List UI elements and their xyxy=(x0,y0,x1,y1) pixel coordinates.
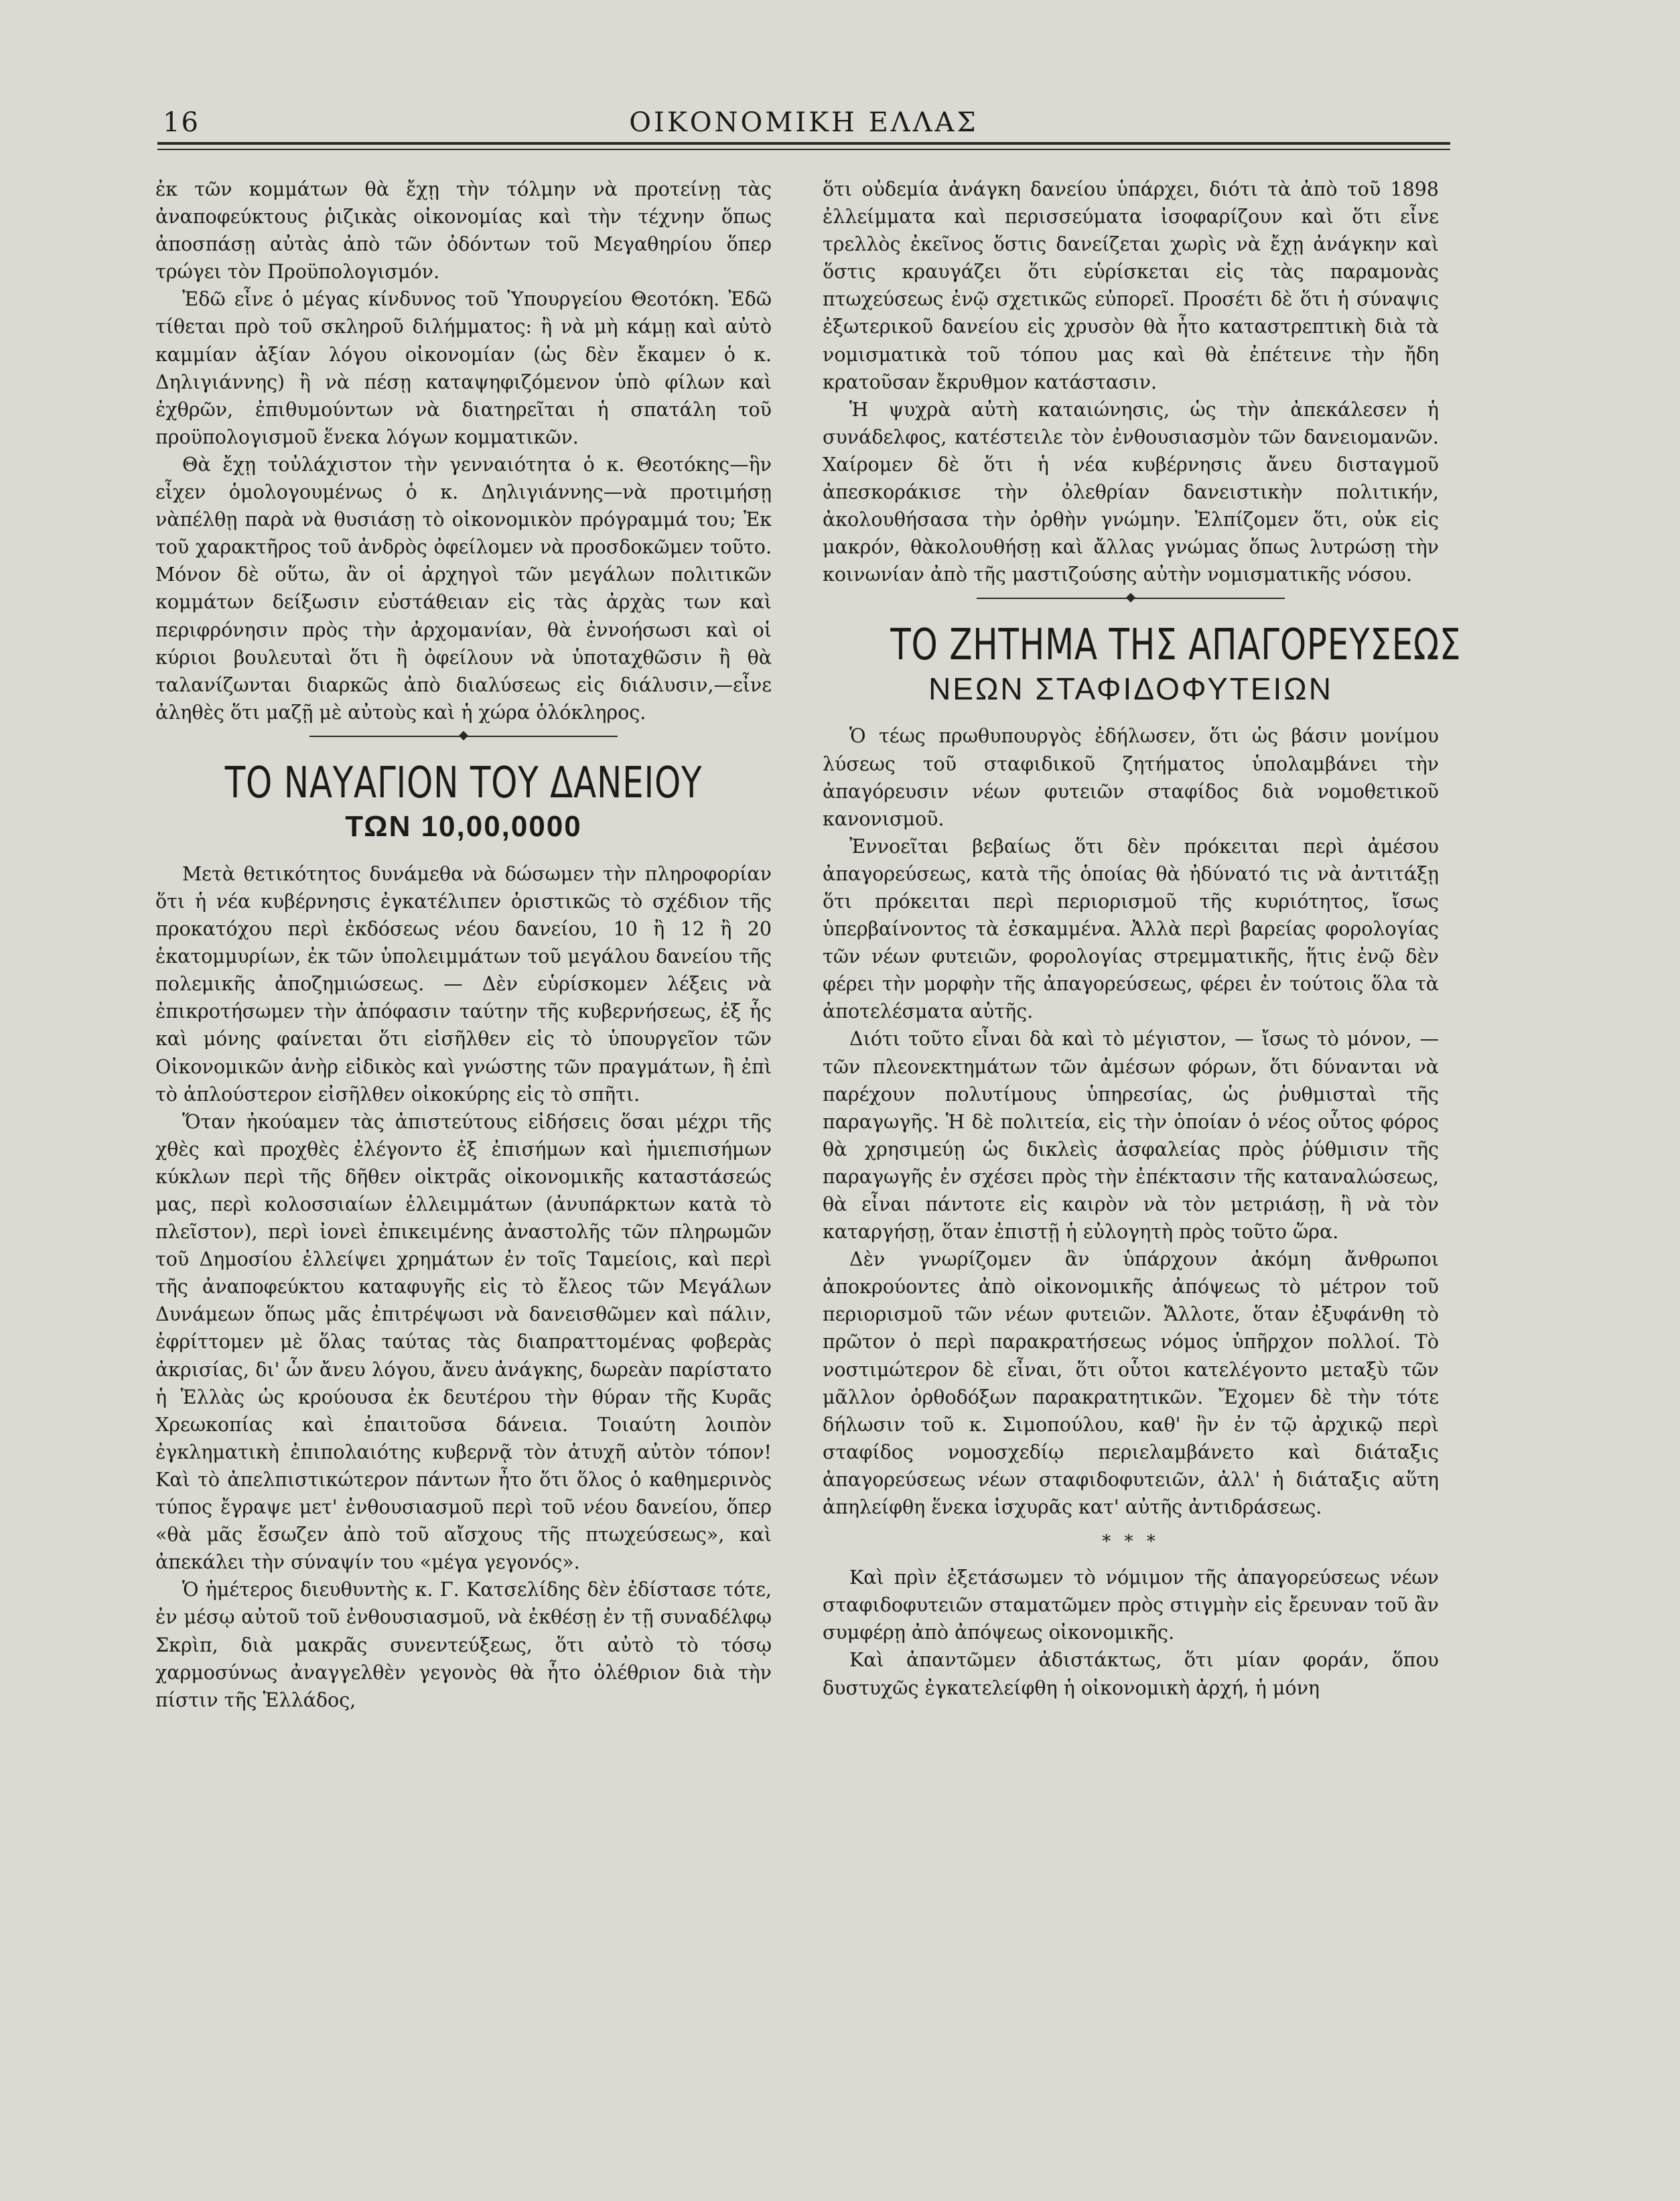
paragraph: Θὰ ἔχῃ τοὐλάχιστον τὴν γενναιότητα ὁ κ. Θεοτόκης—ἣν εἶχεν ὁμολογουμένως ὁ κ. Δηλιγιάννης—νὰ προτιμήσῃ νὰπέλθῃ παρὰ νὰ θυσιάσῃ τὸ οἰκονομικὸν πρόγραμμά του; Ἐκ τοῦ χαρακτῆρος τοῦ ἀνδρὸς ὀφείλομεν νὰ προσδοκῶμεν τοῦτο. Μόνον δὲ οὕτω, ἂν οἱ ἀρχηγοὶ τῶν μεγάλων πολιτικῶν κομμάτων δείξωσιν εὐστάθειαν εἰς τὰς ἀρχὰς των καὶ περιφρόνησιν πρὸς τὴν ἀρχομανίαν, θὰ ἐννοήσωσι καὶ οἱ κύριοι βουλευταὶ ὅτι ἢ ὀφείλουν νὰ ὑποταχθῶσιν ἢ θὰ ταλανίζωνται διαρκῶς ἀπὸ διαλύσεως εἰς διάλυσιν,—εἶνε ἀληθὲς ὅτι μαζῇ μὲ αὐτοὺς καὶ ἡ χώρα ὁλόκληρος. xyxy=(155,453,772,724)
paragraph: ἐκ τῶν κομμάτων θὰ ἔχῃ τὴν τόλμην νὰ προτείνῃ τὰς ἀναποφεύκτους ῥιζικὰς οἰκονομίας καὶ τὴν τέχνην ὅπως ἀποσπάσῃ αὐτὰς ἀπὸ τῶν ὀδόντων τοῦ Μεγαθηρίου ὅπερ τρώγει τὸν Προϋπολογισμόν. xyxy=(155,178,772,283)
paragraph: Ὁ ἡμέτερος διευθυντὴς κ. Γ. Κατσελίδης δὲν ἐδίστασε τότε, ἐν μέσῳ αὐτοῦ τοῦ ἐνθουσιασμοῦ, νὰ ἐκθέσῃ ἐν τῇ συναδέλφῳ Σκρὶπ, διὰ μακρᾶς συνεντεύξεως, ὅτι αὐτὸ τὸ τόσῳ χαρμοσύνως ἀναγγελθὲν γεγονὸς θὰ ἦτο ὀλέθριον διὰ τὴν πίστιν τῆς Ἑλλάδος, xyxy=(155,1579,772,1711)
paragraph: Ἡ ψυχρὰ αὐτὴ καταιώνησις, ὡς τὴν ἀπεκάλεσεν ἡ συνάδελφος, κατέστειλε τὸν ἐνθουσιασμὸν τῶν δανειομανῶν. Χαίρομεν δὲ ὅτι ἡ νέα κυβέρνησις ἄνευ δισταγμοῦ ἀπεσκοράκισε τὴν ὀλεθρίαν δανειστικὴν πολιτικήν, ἀκολουθήσασα τὴν ὀρθὴν γνώμην. Ἐλπίζομεν ὅτι, οὐκ εἰς μακρόν, θὰκολουθήσῃ καὶ ἄλλας γνώμας ὅπως λυτρώσῃ τὴν κοινωνίαν ἀπὸ τῆς μαστιζούσης αὐτὴν νομισματικῆς νόσου. xyxy=(823,398,1439,586)
right-column xyxy=(823,176,1462,1702)
article-subtitle: ΤΩΝ 10,00,0000 xyxy=(345,809,582,843)
journal-title: ΟΙΚΟΝΟΜΙΚΗ ΕΛΛΑΣ xyxy=(629,107,979,138)
paragraph: Δὲν γνωρίζομεν ἂν ὑπάρχουν ἀκόμη ἄνθρωποι ἀποκρούοντες ἀπὸ οἰκονομικῆς ἀπόψεως τὸ μέτρον τοῦ περιορισμοῦ τῶν νέων φυτειῶν. Ἄλλοτε, ὅταν ἐξυφάνθη τὸ πρῶτον ὁ περὶ παρακρατήσεως νόμος ὑπῆρχον πολλοί. Τὸ νοστιμώτερον δὲ εἶναι, ὅτι οὗτοι κατελέγοντο μεταξὺ τῶν μᾶλλον ὀρθοδόξων παρακρατητικῶν. Ἔχομεν δὲ τὴν τότε δήλωσιν τοῦ κ. Σιμοπούλου, καθ' ἣν ἐν τῷ ἀρχικῷ περὶ σταφίδος νομοσχεδίῳ περιελαμβάνετο καὶ διάταξις ἀπαγορεύσεως νέων σταφιδοφυτειῶν, ἀλλ' ἡ διάταξις αὕτη ἀπηλείφθη ἕνεκα ἰσχυρᾶς κατ' αὐτῆς ἀντιδράσεως. xyxy=(823,1248,1439,1519)
page-header xyxy=(157,101,1450,147)
paragraph: Μετὰ θετικότητος δυνάμεθα νὰ δώσωμεν τὴν πληροφορίαν ὅτι ἡ νέα κυβέρνησις ἐγκατέλιπεν ὁριστικῶς τὸ σχέδιον τῆς προκατόχου περὶ ἐκδόσεως νέου δανείου, 10 ἢ 12 ἢ 20 ἑκατομμυρίων, ἐκ τῶν ὑπολειμμάτων τοῦ μεγάλου δανείου τῆς πολεμικῆς ἀποζημιώσεως. — Δὲν εὑρίσκομεν λέξεις νὰ ἐπικροτήσωμεν τὴν ἀπόφασιν ταύτην τῆς κυβερνήσεως, ἐξ ἧς καὶ μόνης φαίνεται ὅτι εἰσῆλθεν εἰς τὸ ὑπουργεῖον τῶν Οἰκονομικῶν ἀνὴρ εἰδικὸς καὶ γνώστης τῶν πραγμάτων, ἢ ἐπὶ τὸ ἁπλούστερον εἰσῆλθεν οἰκοκύρης εἰς τὸ σπῆτι. xyxy=(155,862,772,1106)
paragraph: ὅτι οὐδεμία ἀνάγκη δανείου ὑπάρχει, διότι τὰ ἀπὸ τοῦ 1898 ἐλλείμματα καὶ περισσεύματα ἰσοφαρίζουν καὶ ὅτι εἶνε τρελλὸς ἐκεῖνος ὅστις δανείζεται χωρὶς νὰ ἔχῃ ἀνάγκην καὶ ὅστις κραυγάζει ὅτι εὑρίσκεται εἰς τὰς παραμονὰς πτωχεύσεως ἐνῷ σχετικῶς εὐπορεῖ. Προσέτι δὲ ὅτι ἡ σύναψις ἐξωτερικοῦ δανείου εἰς χρυσὸν θὰ ἦτο καταστρεπτικὴ διὰ τὰ νομισματικὰ τοῦ τόπου μας καὶ θὰ ἐπέτεινε τὴν ἤδη κρατοῦσαν ἔκρυθμον κατάστασιν. xyxy=(823,178,1439,393)
paragraph: Ὁ τέως πρωθυπουργὸς ἐδήλωσεν, ὅτι ὡς βάσιν μονίμου λύσεως τοῦ σταφιδικοῦ ζητήματος ὑπολαμβάνει τὴν ἀπαγόρευσιν νέων φυτειῶν σταφίδος διὰ νομοθετικοῦ κανονισμοῦ. xyxy=(823,725,1439,830)
paragraph: Διότι τοῦτο εἶναι δὰ καὶ τὸ μέγιστον, — ἴσως τὸ μόνον, — τῶν πλεονεκτημάτων τῶν ἀμέσων φόρων, ὅτι δύνανται νὰ παρέχουν πολυτίμους ὑπηρεσίας, ὡς ῥυθμισταὶ τῆς παραγωγῆς. Ἡ δὲ πολιτεία, εἰς τὴν ὁποίαν ὁ νέος οὗτος φόρος θὰ χρησιμεύῃ ὡς δικλεὶς ἀσφαλείας πρὸς ῥύθμισιν τῆς παραγωγῆς ἐν σχέσει πρὸς τὴν ἐπέκτασιν τῆς καταναλώσεως, θὰ εἶναι πάντοτε εἰς καιρὸν νὰ τὸν μετριάσῃ, ἢ νὰ τὸν καταργήσῃ, ὅταν ἐπιστῇ ἡ εὐλογητὴ πρὸς τοῦτο ὥρα. xyxy=(823,1028,1439,1244)
section-divider xyxy=(823,588,1439,608)
header-rule xyxy=(157,142,1450,145)
header-rule-thin xyxy=(157,149,1450,150)
section-divider xyxy=(155,726,772,746)
paragraph: Ὅταν ἠκούαμεν τὰς ἀπιστεύτους εἰδήσεις ὅσαι μέχρι τῆς χθὲς καὶ προχθὲς ἐλέγοντο ἐξ ἐπισήμων καὶ ἡμιεπισήμων κύκλων περὶ τῆς δῆθεν οἰκτρᾶς οἰκονομικῆς καταστάσεώς μας, περὶ κολοσσιαίων ἐλλειμμάτων (ἀνυπάρκτων κατὰ τὸ πλεῖστον), περὶ ἰονεὶ ἐπικειμένης ἀναστολῆς τῶν πληρωμῶν τοῦ Δημοσίου ἐλλείψει χρημάτων ἐν τοῖς Ταμείοις, καὶ περὶ τῆς ἀναποφεύκτου καταφυγῆς εἰς τὸ ἔλεος τῶν Μεγάλων Δυνάμεων ὅπως μᾶς ἐπιτρέψωσι νὰ δανεισθῶμεν καὶ πάλιν, ἐφρίττομεν μὲ ὅλας ταύτας τὰς διαπραττομένας φοβερὰς ἀκρισίας, δι' ὧν ἄνευ λόγου, ἄνευ ἀνάγκης, δωρεὰν παρίστατο ἡ Ἑλλὰς ὡς κρούουσα ἐκ δευτέρου τὴν θύραν τῆς Κυρᾶς Χρεωκοπίας καὶ ἐπαιτοῦσα δάνεια. Τοιαύτη λοιπὸν ἐγκληματικὴ ἐπιπολαιότης κυβερνᾷ τὸν ἀτυχῆ αὐτὸν τόπον! Καὶ τὸ ἀπελπιστικώτερον πάντων ἦτο ὅτι ὅλος ὁ καθημερινὸς τύπος ἔγραψε μετ' ἐνθουσιασμοῦ περὶ τοῦ νέου δανείου, ὅπερ «θὰ μᾶς ἔσωζεν ἀπὸ τοῦ αἴσχους τῆς πτωχεύσεως», καὶ ἀπεκάλει τὴν σύναψίν του «μέγα γεγονός». xyxy=(155,1110,772,1574)
page-number: 16 xyxy=(163,107,200,138)
asterism-separator: * * * xyxy=(1102,1532,1160,1552)
article-title: ΤΟ ΖΗΤΗΜΑ ΤΗΣ ΑΠΑΓΟΡΕΥΣΕΩΣ xyxy=(890,620,1462,671)
paragraph: Καὶ ἀπαντῶμεν ἀδιστάκτως, ὅτι μίαν φοράν, ὅπου δυστυχῶς ἐγκατελείφθη ἡ οἰκονομικὴ ἀρχή, ἡ μόνη xyxy=(823,1649,1439,1699)
paragraph: Ἐδῶ εἶνε ὁ μέγας κίνδυνος τοῦ Ὑπουργείου Θεοτόκη. Ἐδῶ τίθεται πρὸ τοῦ σκληροῦ διλήμματος: ἢ νὰ μὴ κάμῃ καὶ αὐτὸ καμμίαν ἀξίαν λόγου οἰκονομίαν (ὡς δὲν ἔκαμεν ὁ κ. Δηλιγιάννης) ἢ νὰ πέσῃ καταψηφιζόμενον ὑπὸ φίλων καὶ ἐχθρῶν, ἐπιθυμούντων νὰ διατηρεῖται ἡ σπατάλη τοῦ προϋπολογισμοῦ ἕνεκα λόγων κομματικῶν. xyxy=(155,288,772,448)
paragraph: Καὶ πρὶν ἐξετάσωμεν τὸ νόμιμον τῆς ἀπαγορεύσεως νέων σταφιδοφυτειῶν σταματῶμεν πρὸς στιγμὴν εἰς ἔρευναν τοῦ ἂν συμφέρῃ ἀπὸ ἀπόψεως οἰκονομικῆς. xyxy=(823,1566,1439,1644)
paragraph: Ἐννοεῖται βεβαίως ὅτι δὲν πρόκειται περὶ ἀμέσου ἀπαγορεύσεως, κατὰ τῆς ὁποίας θὰ ἠδύνατό τις νὰ ἀντιτάξῃ ὅτι πρόκειται περὶ περιορισμοῦ τῆς κυριότητος, ἴσως ὑπερβαίνοντος τὰ ἐσκαμμένα. Ἀλλὰ περὶ βαρείας φορολογίας τῶν νέων φυτειῶν, φορολογίας στρεμματικῆς, ἥτις ἐνῷ δὲν φέρει τὴν μορφὴν τῆς ἀπαγορεύσεως, φέρει ἐν τούτοις ὅλα τὰ ἀποτελέσματα αὐτῆς. xyxy=(823,835,1439,1023)
article-subtitle: ΝΕΩΝ ΣΤΑΦΙΔΟΦΥΤΕΙΩΝ xyxy=(928,671,1333,707)
article-title: ΤΟ ΝΑΥΑΓΙΟΝ ΤΟΥ ΔΑΝΕΙΟΥ xyxy=(224,758,703,808)
left-column xyxy=(155,176,772,1714)
